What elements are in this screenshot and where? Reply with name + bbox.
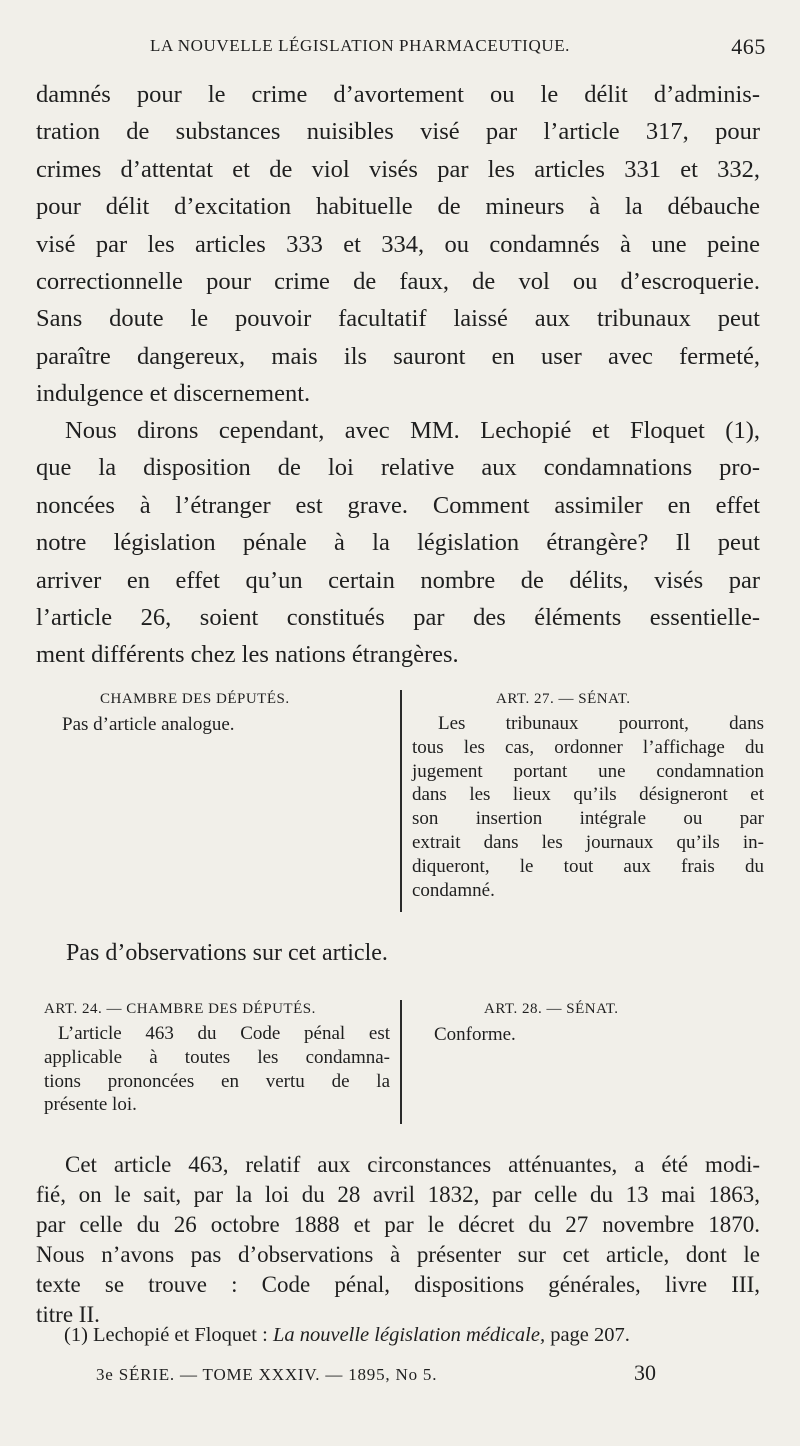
text-line: Sans doute le pouvoir facultatif laissé aux tribunaux peut (36, 305, 760, 333)
running-head-title: LA NOUVELLE LÉGISLATION PHARMACEUTIQUE. (150, 36, 571, 55)
footnote-marker: (1) Lechopié et Floquet : (64, 1324, 268, 1346)
running-head (150, 36, 766, 62)
text-line: par celle du 26 octobre 1888 et par le décret du 27 novembre 1870. (36, 1212, 760, 1237)
text-line: tration de substances nuisibles visé par l’article 317, pour (36, 118, 760, 146)
column-line: son insertion intégrale ou par (412, 808, 764, 830)
column-heading: ART. 27. — SÉNAT. (496, 691, 631, 707)
paragraph-1 (36, 76, 760, 413)
deputies-column (62, 686, 392, 738)
text-line: arriver en effet qu’un certain nombre de délits, visés par (36, 566, 760, 594)
text-line: texte se trouve : Code pénal, dispositions générales, livre III, (36, 1272, 760, 1297)
column-line: présente loi. (44, 1094, 137, 1116)
text-line: paraître dangereux, mais ils sauront en user avec fermeté, (36, 342, 760, 370)
column-line: jugement portant une condamnation (412, 760, 764, 782)
text-line: correctionnelle pour crime de faux, de vol ou d’escroquerie. (36, 267, 760, 295)
column-heading: ART. 24. — CHAMBRE DES DÉPUTÉS. (44, 1001, 316, 1017)
text-line: crimes d’attentat et de viol visés par les articles 331 et 332, (36, 155, 760, 183)
text-line: notre législation pénale à la législation étrangère? Il peut (36, 529, 760, 557)
column-heading: ART. 28. — SÉNAT. (484, 1001, 619, 1017)
text-line: ment différents chez les nations étrangères. (36, 641, 459, 669)
column-line: dans les lieux qu’ils désigneront et (412, 784, 764, 806)
observation-line: Pas d’observations sur cet article. (66, 940, 388, 966)
column-line: tions prononcées en vertu de la (44, 1070, 390, 1092)
senate-column (434, 996, 764, 1048)
column-line: L’article 463 du Code pénal est (58, 1023, 390, 1044)
text-line: pour délit d’excitation habituelle de mineurs à la débauche (36, 193, 760, 221)
column-divider (400, 690, 402, 912)
deputies-column (44, 996, 390, 1117)
column-line: applicable à toutes les condamna- (44, 1046, 390, 1068)
footnote-title: La nouvelle législation médicale, (272, 1324, 546, 1346)
column-line: tous les cas, ordonner l’affichage du (412, 736, 764, 758)
column-line: condamné. (412, 879, 495, 901)
signature-number: 30 (634, 1360, 656, 1385)
text-line: damnés pour le crime d’avortement ou le délit d’adminis- (36, 81, 760, 108)
page-number: 465 (731, 34, 766, 59)
column-heading: CHAMBRE DES DÉPUTÉS. (100, 691, 290, 707)
text-line: Cet article 463, relatif aux circonstances atténuantes, a été modi- (65, 1152, 760, 1177)
text-line: indulgence et discernement. (36, 380, 311, 408)
text-line: Nous dirons cependant, avec MM. Lechopié et Floquet (1), (65, 417, 760, 444)
text-line: Nous n’avons pas d’observations à présenter sur cet article, dont le (36, 1242, 760, 1267)
comparison-table-2 (0, 996, 800, 1130)
text-line: fié, on le sait, par la loi du 28 avril 1832, par celle du 13 mai 1863, (36, 1182, 760, 1207)
column-line: diqueront, le tout aux frais du (412, 855, 764, 877)
text-line: titre II. (36, 1302, 100, 1327)
footnote (64, 1324, 630, 1347)
comparison-table-1 (0, 686, 800, 916)
column-divider (400, 1000, 402, 1124)
footnote-page: page 207. (550, 1324, 630, 1346)
text-line: visé par les articles 333 et 334, ou condamnés à une peine (36, 230, 760, 258)
column-line: extrait dans les journaux qu’ils in- (412, 831, 764, 853)
paragraph-2 (36, 412, 760, 674)
text-line: l’article 26, soient constitués par des éléments essentielle- (36, 603, 760, 631)
column-line: Les tribunaux pourront, dans (438, 713, 764, 734)
text-line: noncées à l’étranger est grave. Comment assimiler en effet (36, 491, 760, 519)
text-line: que la disposition de loi relative aux condamnations pro- (36, 454, 760, 482)
column-text: Pas d’article analogue. (62, 714, 235, 735)
column-text: Conforme. (434, 1024, 516, 1045)
paragraph-3 (36, 1150, 760, 1330)
signature-line: 3e SÉRIE. — TOME XXXIV. — 1895, No 5. (96, 1365, 438, 1384)
senate-column (412, 686, 764, 902)
